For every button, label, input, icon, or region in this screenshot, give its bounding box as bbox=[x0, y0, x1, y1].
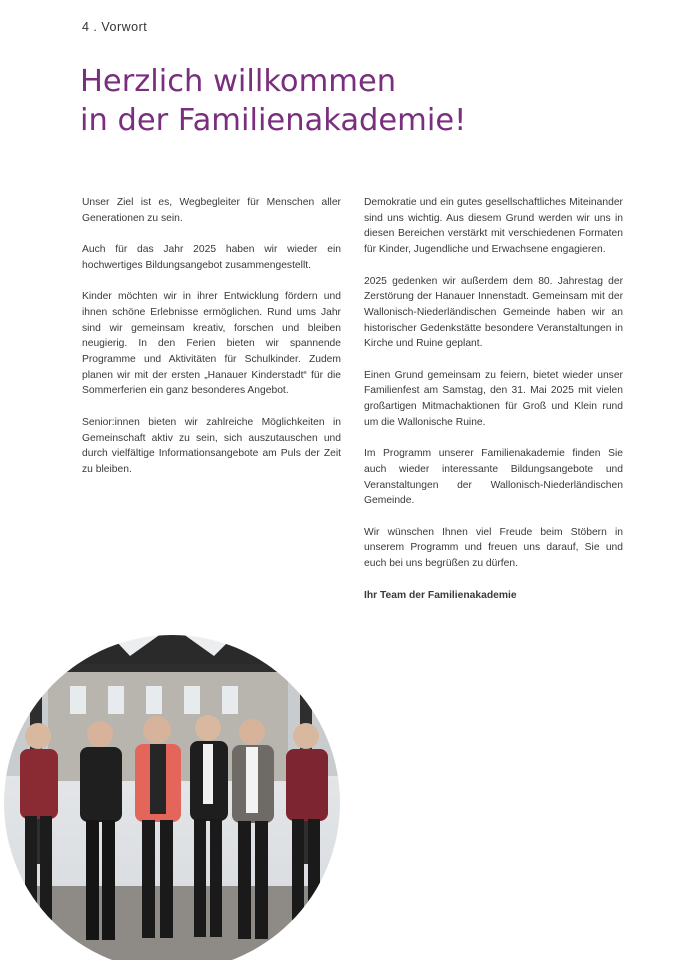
paragraph-goal: Unser Ziel ist es, Wegbegleiter für Menschen aller Generationen zu sein. bbox=[82, 197, 341, 224]
team-photo bbox=[0, 616, 345, 960]
paragraph-anniversary: 2025 gedenken wir außerdem dem 80. Jahrestag der Zerstörung der Hanauer Innenstadt. Gemeinsam mit der Wallonisch-Niederländischen Gemeinde haben wir an historischer Gedenkstätte besondere Veranstaltungen in Kirche und Ruine geplant. bbox=[364, 275, 623, 350]
title-line-2: in der Familienakademie! bbox=[80, 103, 467, 138]
paragraph-family-festival: Einen Grund gemeinsam zu feiern, bietet wieder unser Familienfest am Samstag, den 31. Mai 2025 mit vielen großartigen Mitmachaktionen für Groß und Klein rund um die Wallonische Ruine. bbox=[364, 369, 623, 428]
paragraph-democracy: Demokratie und ein gutes gesellschaftliches Miteinander sind uns wichtig. Aus diesem Grund werden wir uns in diesen Bereichen verstärkt mit verschiedenen Formaten für Kinder, Jugendliche und Erwachsene engagieren. bbox=[364, 197, 623, 256]
signature: Ihr Team der Familienakademie bbox=[364, 589, 517, 601]
title-line-1: Herzlich willkommen bbox=[80, 64, 397, 99]
paragraph-seniors: Senior:innen bieten wir zahlreiche Möglichkeiten in Gemeinschaft aktiv zu sein, sich auszutauschen und durch vielfältige Informationsangebote am Puls der Zeit zu bleiben. bbox=[82, 416, 341, 475]
page-title bbox=[80, 62, 466, 140]
page-header: 4 . Vorwort bbox=[82, 20, 148, 34]
right-column bbox=[364, 195, 623, 619]
left-column bbox=[82, 195, 341, 493]
paragraph-program-2025: Auch für das Jahr 2025 haben wir wieder ein hochwertiges Bildungsangebot zusammengestellt. bbox=[82, 244, 341, 271]
paragraph-program: Im Programm unserer Familienakademie finden Sie auch wieder interessante Bildungsangebote und Veranstaltungen der Wallonisch-Niederländischen Gemeinde. bbox=[364, 448, 623, 507]
paragraph-children: Kinder möchten wir in ihrer Entwicklung fördern und ihnen schöne Erlebnisse ermöglichen. Rund ums Jahr sind wir gemeinsam kreativ, forschen und bleiben neugierig. In den Ferien bieten wir spannende Programme und Aktivitäten für Schulkinder. Zudem planen wir mit der ersten „Hanauer Kinderstadt“ für die Sommerferien ein ganz besonderes Angebot. bbox=[82, 291, 341, 397]
paragraph-wishes: Wir wünschen Ihnen viel Freude beim Stöbern in unserem Programm und freuen uns darauf, Sie und euch bei uns begrüßen zu dürfen. bbox=[364, 526, 623, 570]
